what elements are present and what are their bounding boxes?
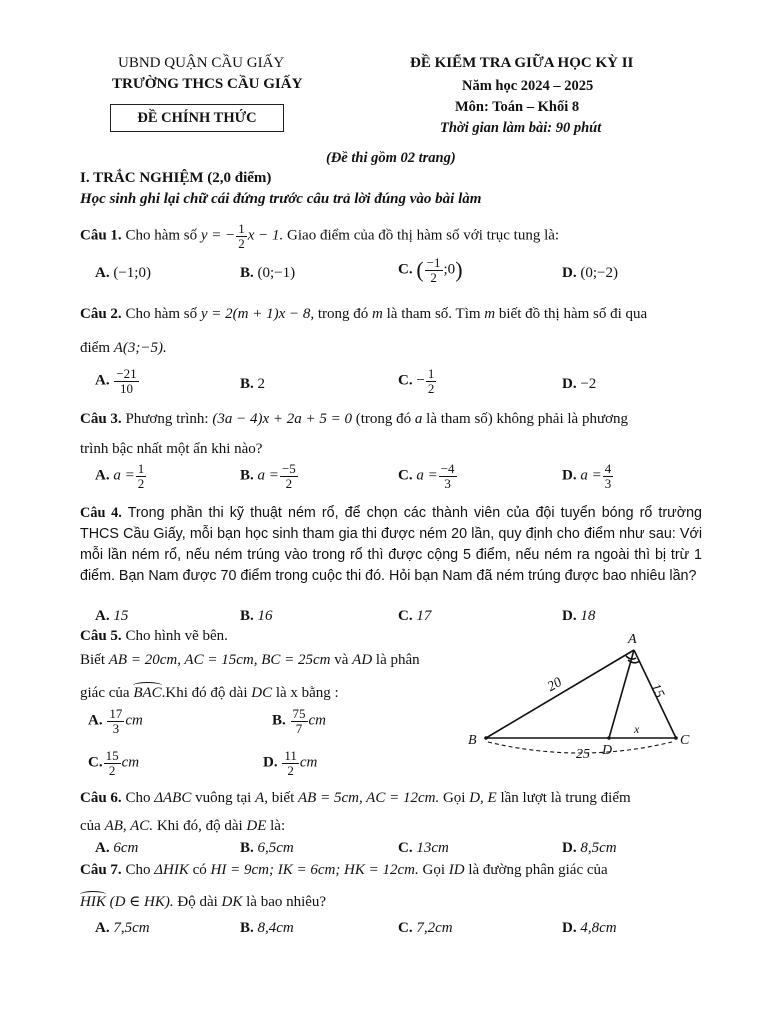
q4-option-d: D. 18 [562,608,596,624]
q1-eq-a: y = − [200,227,236,244]
section-title: I. TRẮC NGHIỆM (2,0 điểm) [80,170,272,186]
angle-hik: HIK [80,894,106,910]
question-label: Câu 1. [80,227,122,244]
question-2-line2: điểm A(3;−5). [80,340,167,356]
q4-option-a: A. 15 [95,608,129,624]
department-name: UBND QUẬN CẦU GIẤY [118,55,285,71]
subject: Môn: Toán – Khối 8 [455,99,580,115]
q2-option-c: C. − $\frac{1}{2}$ [398,366,435,396]
q1-pre: Cho hàm số [125,227,198,244]
question-5-line2: Biết AB = 20cm, AC = 15cm, BC = 25cm và AD là phân [80,652,420,668]
label-bc: 25 [576,747,590,762]
q7-option-a: A. 7,5cm [95,920,150,936]
q6-option-a: A. 6cm [95,840,139,856]
question-5-line1: Câu 5. Cho hình vẽ bên. [80,628,228,644]
angle-bac: BAC [133,685,162,701]
question-5-line3: giác của BAC.Khi đó độ dài DC là x bằng : [80,685,339,701]
q1-option-d: D. (0;−2) [562,265,618,281]
exam-title: ĐỀ KIỂM TRA GIỮA HỌC KỲ II [410,55,634,71]
question-2-line1: Câu 2. Cho hàm số y = 2(m + 1)x − 8, trong đó m là tham số. Tìm m biết đồ thị hàm số đi qua [80,306,648,322]
q1-post: Giao điểm của đồ thị hàm số với trục tung là: [287,227,560,244]
q5-option-c: C. $\frac{15}{2}$ cm [88,748,140,778]
point-b [484,736,488,740]
q1-eq-b: x − 1. [247,227,284,244]
q3-option-c: C. a = $\frac{-4}{3}$ [398,461,455,491]
q1-option-b: B. (0;−1) [240,265,296,281]
q5-option-b: B. $\frac{75}{7}$ cm [272,706,327,736]
q1-option-c: C. ( $\frac{-1}{2}$ ;0) [398,255,463,285]
question-6-line2: của AB, AC. Khi đó, độ dài DE là: [80,818,286,834]
question-7-line1: Câu 7. Cho ΔHIK có HI = 9cm; IK = 6cm; HK = 12cm. Gọi ID là đường phân giác của [80,862,608,878]
q5-option-d: D. $\frac{11}{2}$ cm [263,748,318,778]
school-year: Năm học 2024 – 2025 [462,78,594,94]
question-4: Câu 4. Trong phần thi kỹ thuật ném rổ, để chọn các thành viên của đội tuyển bóng rổ trường THCS Cầu Giấy, mỗi bạn học sinh tham gia thi được ném 20 lần, quy định cho điểm như sau: Với mỗi lần ném rổ, nếu ném trúng vào trong rổ thì được cộng 5 điểm, nếu ném ra ngoài thì bị trừ 1 điểm. Bạn Nam được 70 điểm trong cuộc thi đó. Hỏi bạn Nam đã ném trúng được bao nhiêu lần? [80,505,702,584]
question-7-line2: HIK (D ∈ HK). Độ dài DK là bao nhiêu? [80,894,327,910]
question-3-line2: trình bậc nhất một ẩn khi nào? [80,441,263,457]
triangle-figure [460,630,720,765]
q3-option-b: B. a = $\frac{-5}{2}$ [240,461,296,491]
q3-option-a: A. a = $\frac{1}{2}$ [95,461,145,491]
label-b: B [468,733,477,748]
q5-option-a: A. $\frac{17}{3}$ cm [88,706,143,736]
q7-option-b: B. 8,4cm [240,920,294,936]
label-ab: 20 [545,674,565,695]
label-ac: 15 [647,681,667,701]
label-dc: x [634,722,640,736]
q7-option-c: C. 7,2cm [398,920,453,936]
q6-option-d: D. 8,5cm [562,840,617,856]
pages-note: (Đề thi gồm 02 trang) [326,150,456,166]
angle-mark-1 [626,656,636,659]
q2-option-a: A. $\frac{-21}{10}$ [95,366,137,396]
q1-fraction: $\frac{1}{2}$ [238,221,245,251]
point-d [607,736,611,740]
school-name: TRƯỜNG THCS CẦU GIẤY [112,76,303,92]
section-instruction: Học sinh ghi lại chữ cái đứng trước câu trả lời đúng vào bài làm [80,191,482,207]
q4-option-c: C. 17 [398,608,432,624]
label-a: A [628,632,637,647]
q2-option-b: B. 2 [240,376,266,392]
side-ab [486,650,634,738]
label-d: D [602,743,613,758]
point-c [674,736,678,740]
q7-option-d: D. 4,8cm [562,920,617,936]
question-6-line1: Câu 6. Cho ΔABC vuông tại A, biết AB = 5cm, AC = 12cm. Gọi D, E lần lượt là trung điểm [80,790,631,806]
question-1 [80,222,559,250]
q4-option-b: B. 16 [240,608,273,624]
q6-option-b: B. 6,5cm [240,840,294,856]
official-exam-box: ĐỀ CHÍNH THỨC [110,104,284,132]
q2-option-d: D. −2 [562,376,597,392]
q3-option-d: D. a = $\frac{4}{3}$ [562,461,612,491]
question-3-line1: Câu 3. Phương trình: (3a − 4)x + 2a + 5 = 0 (trong đó a là tham số) không phải là phương [80,411,629,427]
q1-option-a: A. (−1;0) [95,265,151,281]
q6-option-c: C. 13cm [398,840,449,856]
duration: Thời gian làm bài: 90 phút [440,120,602,136]
label-c: C [680,733,690,748]
